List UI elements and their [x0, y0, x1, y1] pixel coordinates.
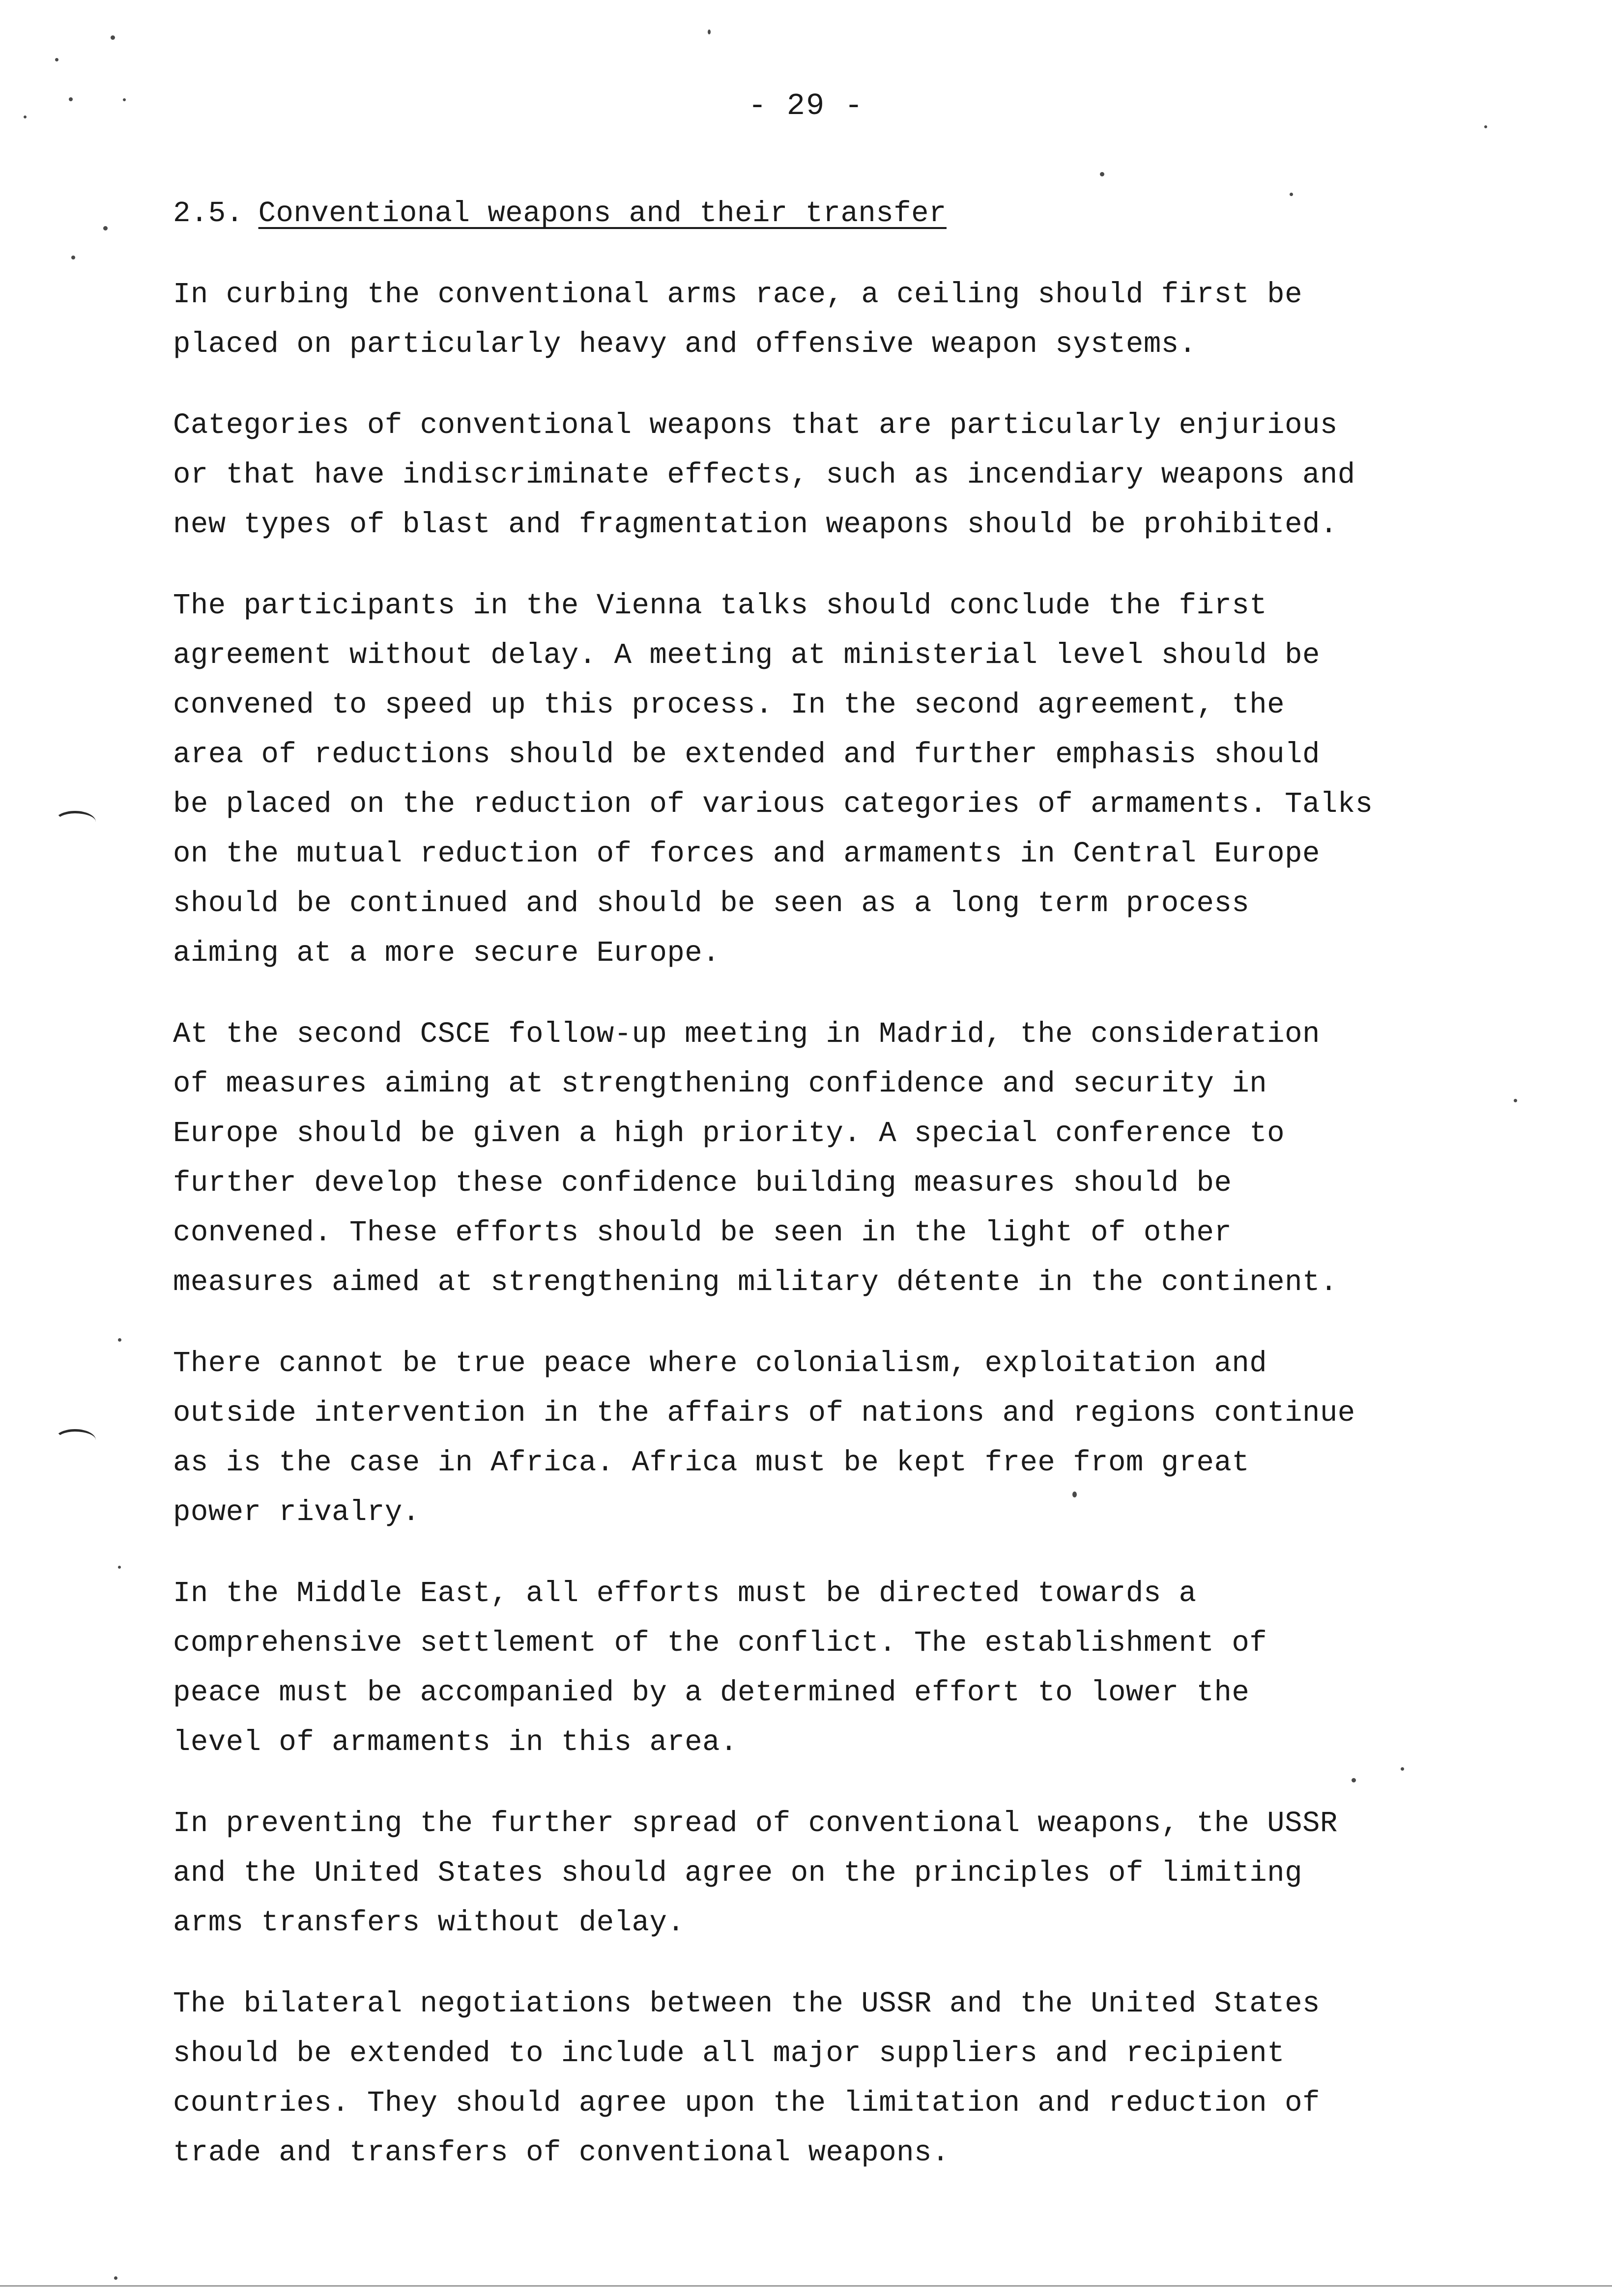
text-line: In the Middle East, all efforts must be directed towards a: [173, 1577, 1197, 1610]
scan-speck: [111, 35, 115, 40]
paragraph-ussr-us-transfers: [173, 1799, 1549, 1948]
scan-speck: [103, 226, 108, 230]
text-line: on the mutual reduction of forces and armaments in Central Europe: [173, 837, 1320, 870]
section-title: Conventional weapons and their transfer: [258, 197, 947, 230]
text-line: should be continued and should be seen as a long term process: [173, 887, 1250, 920]
text-line: peace must be accompanied by a determined effort to lower the: [173, 1676, 1250, 1709]
text-line: countries. They should agree upon the limitation and reduction of: [173, 2087, 1320, 2120]
text-line: Categories of conventional weapons that are particularly enjurious: [173, 409, 1338, 442]
text-line: comprehensive settlement of the conflict. The establishment of: [173, 1627, 1267, 1660]
scan-speck: [708, 29, 711, 34]
section-number: 2.5.: [173, 197, 244, 230]
scan-speck: [114, 2276, 117, 2280]
text-line: as is the case in Africa. Africa must be kept free from great: [173, 1446, 1250, 1479]
scan-speck: [1100, 172, 1104, 176]
text-line: Europe should be given a high priority. A special conference to: [173, 1117, 1285, 1150]
text-line: The participants in the Vienna talks should conclude the first: [173, 589, 1267, 622]
text-line: power rivalry.: [173, 1496, 420, 1529]
scan-speck: [118, 1566, 121, 1569]
paragraph-bilateral-negotiations: [173, 1979, 1549, 2178]
text-line: area of reductions should be extended and further emphasis should: [173, 738, 1320, 771]
scan-speck: [55, 58, 58, 61]
text-line: In curbing the conventional arms race, a ceiling should first be: [173, 278, 1302, 311]
text-line: be placed on the reduction of various categories of armaments. Talks: [173, 788, 1373, 821]
paragraph-africa: [173, 1339, 1549, 1537]
paragraph-middle-east: [173, 1569, 1549, 1767]
text-line: outside intervention in the affairs of nations and regions continue: [173, 1397, 1355, 1430]
hole-punch-mark: [54, 1429, 96, 1451]
page-bottom-edge: [0, 2285, 1612, 2287]
paragraph-ceiling-heavy-weapons: [173, 270, 1549, 369]
paragraph-vienna-talks: [173, 581, 1549, 978]
text-line: arms transfers without delay.: [173, 1906, 685, 1939]
document-body: [173, 189, 1549, 2209]
scan-speck: [118, 1338, 121, 1342]
text-line: convened to speed up this process. In the second agreement, the: [173, 689, 1285, 721]
page-number: - 29 -: [748, 88, 864, 123]
text-line: trade and transfers of conventional weapons.: [173, 2136, 950, 2169]
text-line: should be extended to include all major suppliers and recipient: [173, 2037, 1285, 2070]
text-line: In preventing the further spread of conventional weapons, the USSR: [173, 1807, 1338, 1840]
text-line: of measures aiming at strengthening confidence and security in: [173, 1067, 1267, 1100]
text-line: placed on particularly heavy and offensive weapon systems.: [173, 328, 1197, 361]
text-line: At the second CSCE follow-up meeting in Madrid, the consideration: [173, 1018, 1320, 1051]
paragraph-csce-madrid: [173, 1009, 1549, 1307]
text-line: agreement without delay. A meeting at ministerial level should be: [173, 639, 1320, 672]
text-line: or that have indiscriminate effects, such as incendiary weapons and: [173, 459, 1355, 491]
text-line: convened. These efforts should be seen in the light of other: [173, 1216, 1232, 1249]
hole-punch-mark: [54, 811, 96, 833]
paragraph-prohibited-categories: [173, 401, 1549, 549]
section-heading: [173, 189, 1549, 238]
scan-speck: [71, 256, 75, 259]
scan-speck: [1484, 125, 1487, 128]
text-line: There cannot be true peace where colonialism, exploitation and: [173, 1347, 1267, 1380]
text-line: aiming at a more secure Europe.: [173, 937, 720, 970]
text-line: The bilateral negotiations between the USSR and the United States: [173, 1987, 1320, 2020]
text-line: measures aimed at strengthening military détente in the continent.: [173, 1266, 1338, 1299]
text-line: further develop these confidence building measures should be: [173, 1167, 1232, 1200]
text-line: new types of blast and fragmentation weapons should be prohibited.: [173, 508, 1338, 541]
text-line: level of armaments in this area.: [173, 1726, 738, 1759]
text-line: and the United States should agree on the principles of limiting: [173, 1857, 1302, 1890]
